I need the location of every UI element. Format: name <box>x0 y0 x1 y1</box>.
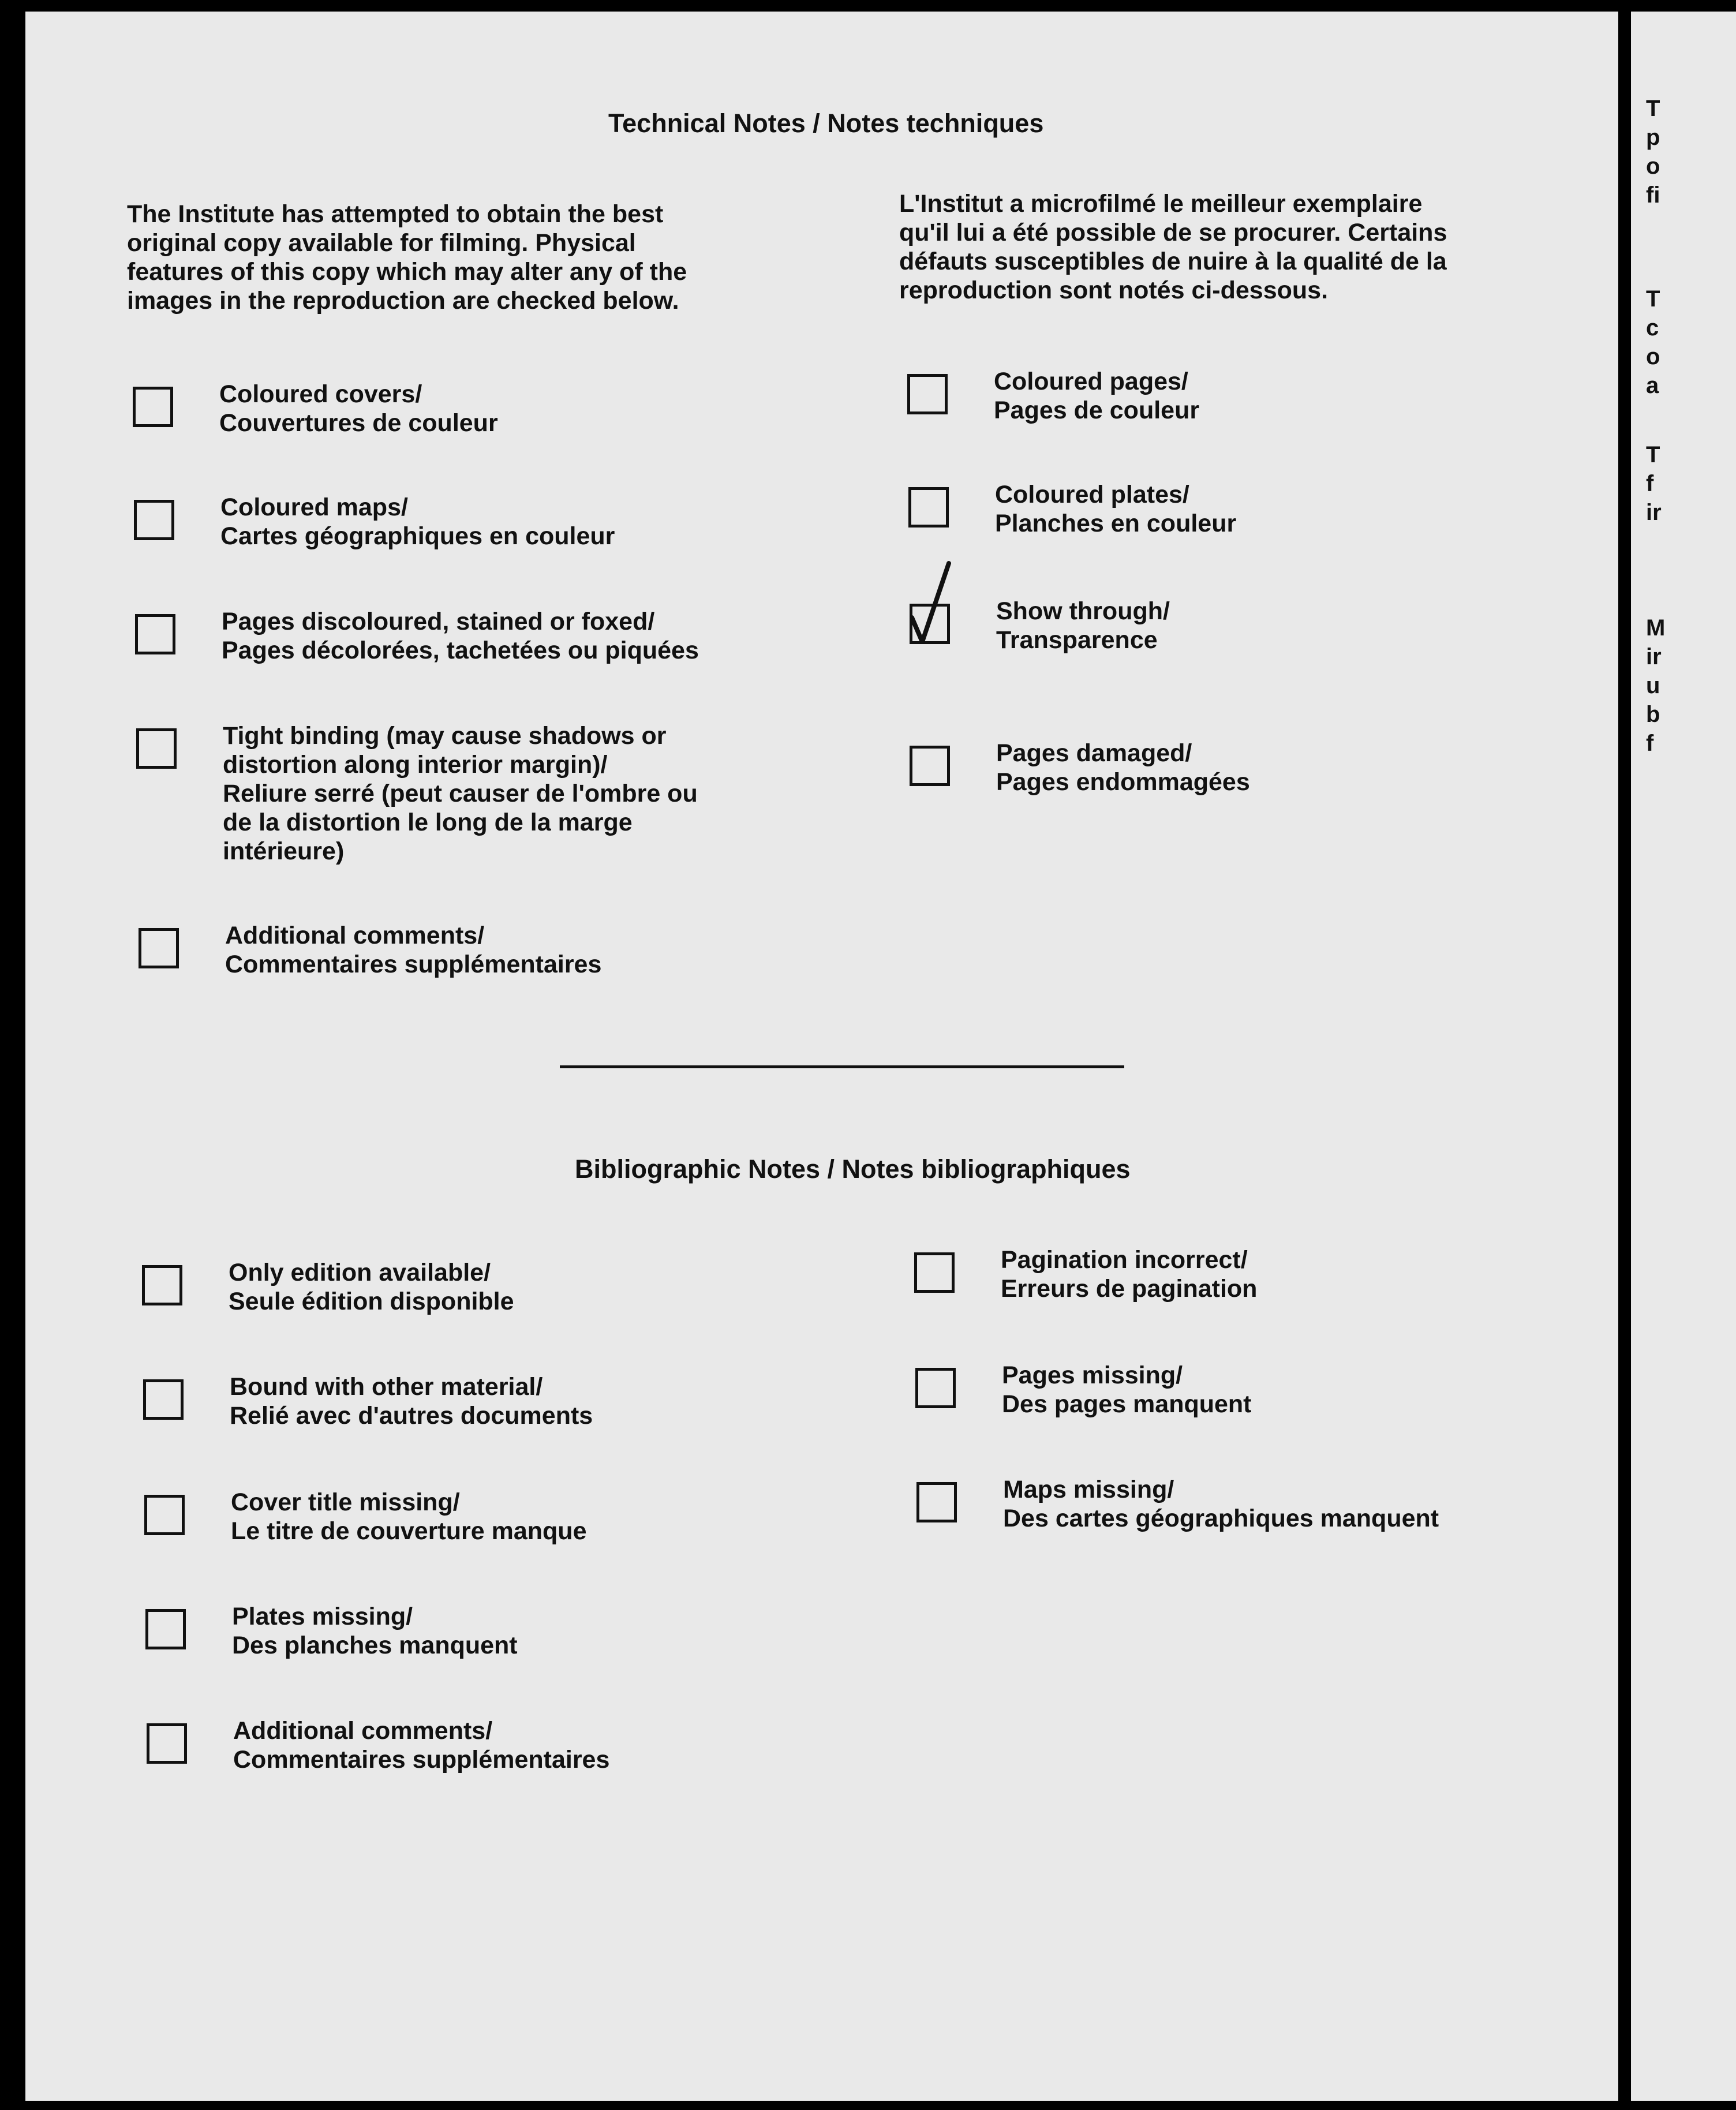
item-label: Pagination incorrect/ Erreurs de pagination <box>1001 1246 1258 1303</box>
item-label: Pages discoloured, stained or foxed/ Pages décolorées, tachetées ou piquées <box>222 608 699 664</box>
adjacent-text-fragment: fi <box>1646 182 1660 208</box>
technical-notes-title: Technical Notes / Notes techniques <box>608 109 1044 138</box>
item-label: Show through/ Transparence <box>996 597 1170 654</box>
technical-intro-english: The Institute has attempted to obtain the best original copy available for filming. Physical features of this copy which may alter any of the images in the reproduction are checked below. <box>127 200 687 315</box>
checkbox <box>907 374 948 414</box>
adjacent-page-edge <box>1631 12 1736 2101</box>
adjacent-text-fragment: p <box>1646 125 1660 150</box>
adjacent-text-fragment: c <box>1646 315 1659 341</box>
checkbox <box>134 500 174 540</box>
checkbox <box>915 1368 956 1408</box>
item-label: Maps missing/ Des cartes géographiques manquent <box>1003 1476 1439 1532</box>
checkbox <box>144 1495 185 1535</box>
item-label: Pages damaged/ Pages endommagées <box>996 739 1250 796</box>
checkbox <box>139 928 179 968</box>
adjacent-text-fragment: ir <box>1646 644 1662 669</box>
adjacent-text-fragment: a <box>1646 373 1659 398</box>
item-label: Plates missing/ Des planches manquent <box>232 1603 518 1659</box>
checkbox <box>143 1379 184 1420</box>
adjacent-text-fragment: o <box>1646 344 1660 369</box>
item-label: Cover title missing/ Le titre de couverture manque <box>231 1488 587 1545</box>
checkbox <box>908 487 949 528</box>
item-label: Additional comments/ Commentaires supplémentaires <box>233 1717 610 1774</box>
checkmark-icon <box>907 560 959 646</box>
adjacent-text-fragment: ir <box>1646 500 1662 525</box>
adjacent-text-fragment: u <box>1646 673 1660 698</box>
item-label: Additional comments/ Commentaires supplémentaires <box>225 922 602 978</box>
item-label: Coloured pages/ Pages de couleur <box>994 368 1200 424</box>
checkbox <box>914 1252 955 1293</box>
checkbox <box>135 614 175 654</box>
adjacent-text-fragment: T <box>1646 96 1660 121</box>
item-label: Coloured plates/ Planches en couleur <box>995 481 1237 537</box>
adjacent-text-fragment: o <box>1646 154 1660 179</box>
section-divider <box>560 1065 1124 1068</box>
checkbox <box>147 1723 187 1764</box>
item-label: Tight binding (may cause shadows or distortion along interior margin)/ Reliure serré (peut causer de l'ombre ou de la distortion le long de la marge intérieure) <box>223 722 698 865</box>
item-label: Coloured maps/ Cartes géographiques en couleur <box>220 493 615 550</box>
item-label: Pages missing/ Des pages manquent <box>1002 1361 1252 1418</box>
checkbox <box>910 746 950 786</box>
item-label: Coloured covers/ Couvertures de couleur <box>219 380 498 437</box>
adjacent-text-fragment: b <box>1646 702 1660 727</box>
adjacent-text-fragment: f <box>1646 471 1654 496</box>
adjacent-text-fragment: T <box>1646 286 1660 312</box>
item-label: Bound with other material/ Relié avec d'autres documents <box>230 1373 593 1430</box>
item-label: Only edition available/ Seule édition disponible <box>229 1259 514 1315</box>
adjacent-text-fragment: M <box>1646 615 1666 641</box>
checkbox <box>145 1609 186 1649</box>
checkbox <box>136 728 177 769</box>
checkbox <box>916 1482 957 1522</box>
adjacent-text-fragment: T <box>1646 442 1660 467</box>
checkbox <box>133 387 173 427</box>
technical-intro-french: L'Institut a microfilmé le meilleur exemplaire qu'il lui a été possible de se procurer. Certains défauts susceptibles de nuire à la qualité de la reproduction sont notés ci-dessous. <box>899 190 1447 304</box>
microfilm-target-page <box>25 12 1618 2101</box>
adjacent-text-fragment: f <box>1646 731 1654 756</box>
checkbox <box>142 1265 182 1305</box>
bibliographic-notes-title: Bibliographic Notes / Notes bibliographiques <box>575 1154 1131 1184</box>
